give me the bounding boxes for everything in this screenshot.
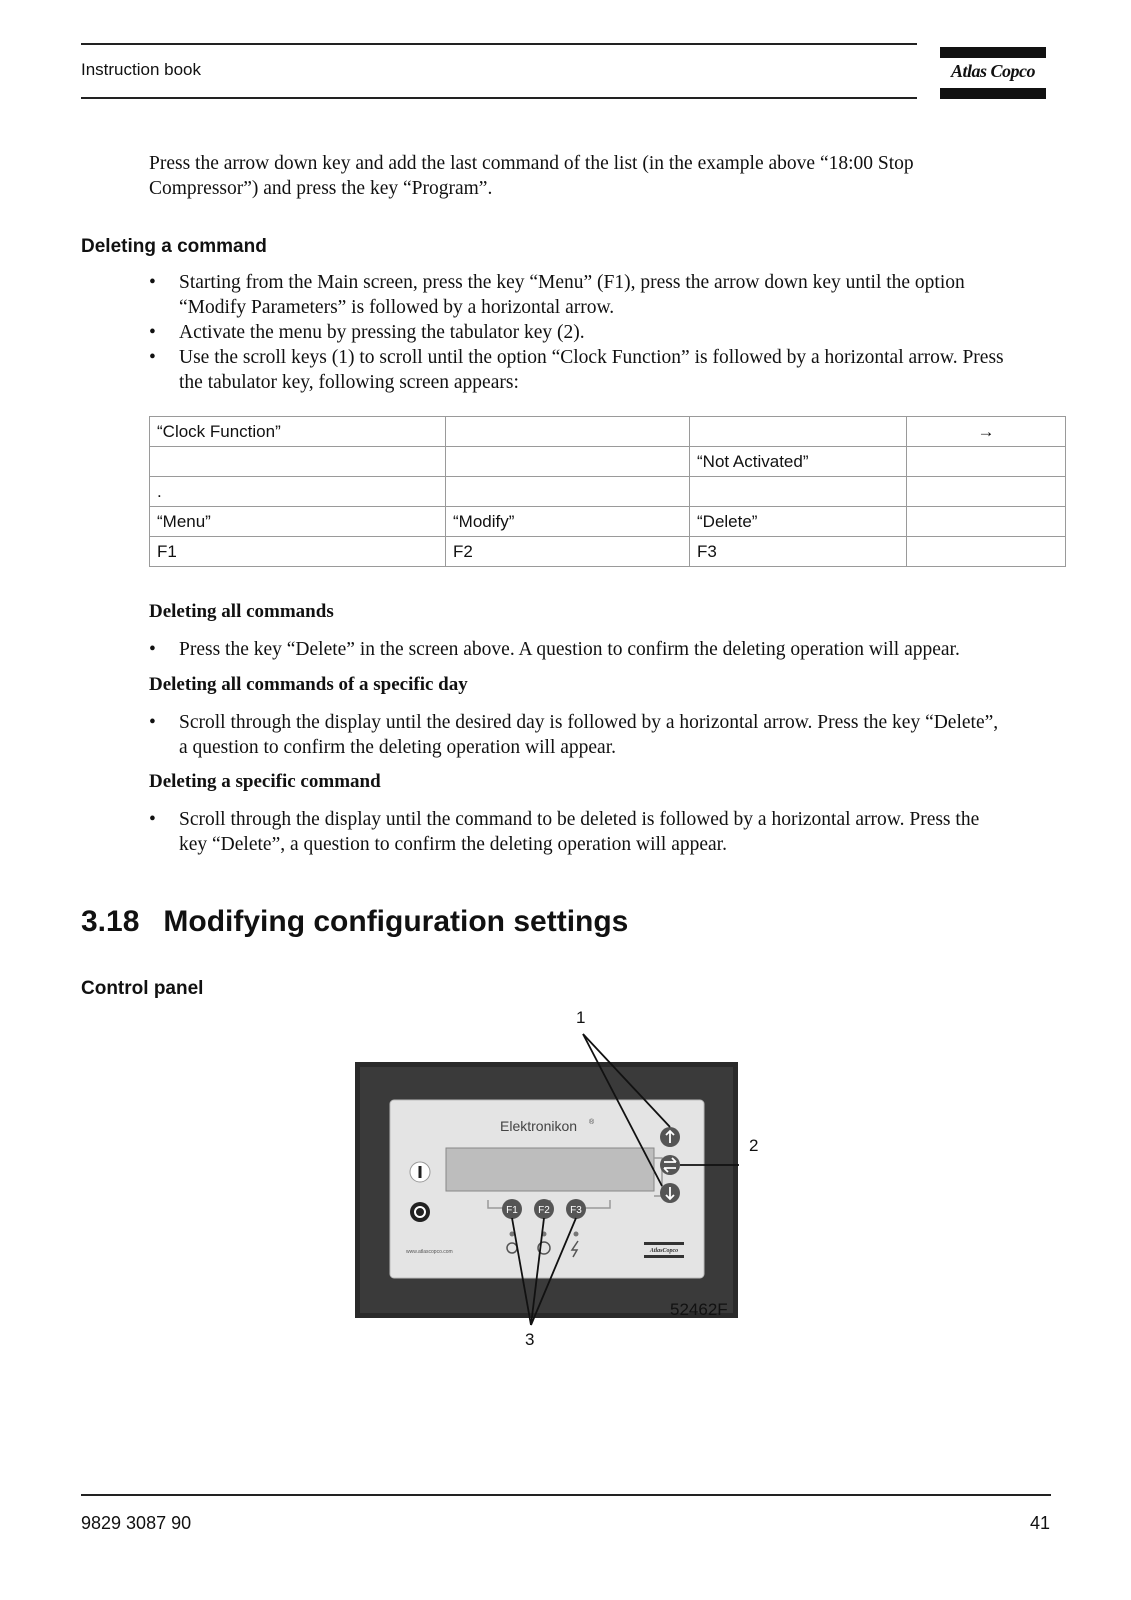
bullet-line: Scroll through the display until the desired day is followed by a horizontal arrow. Press the key “Delete”, bbox=[179, 712, 999, 733]
table-cell: F3 bbox=[690, 537, 907, 567]
bullet-line: “Modify Parameters” is followed by a horizontal arrow. bbox=[179, 297, 615, 318]
small-logo-bar-bottom bbox=[644, 1255, 684, 1258]
callout-3: 3 bbox=[525, 1330, 535, 1349]
table-cell bbox=[907, 447, 1066, 477]
logo-wordmark: Atlas Copco bbox=[950, 61, 1035, 81]
stop-button[interactable] bbox=[410, 1202, 430, 1222]
table-row bbox=[150, 507, 1066, 537]
bullet-line: key “Delete”, a question to confirm the deleting operation will appear. bbox=[179, 834, 727, 855]
table-cell: . bbox=[150, 477, 446, 507]
scroll-down-key[interactable] bbox=[660, 1183, 680, 1203]
table-cell: “Menu” bbox=[150, 507, 446, 537]
bullet-line: Use the scroll keys (1) to scroll until the option “Clock Function” is followed by a horizontal arrow. Press bbox=[179, 347, 1004, 368]
small-logo-wordmark: AtlasCopco bbox=[649, 1248, 679, 1254]
intro-paragraph bbox=[149, 151, 914, 201]
bullet-text bbox=[179, 710, 998, 760]
brand-label: Elektronikon bbox=[500, 1118, 578, 1134]
table-cell bbox=[150, 447, 446, 477]
page-number: 41 bbox=[1029, 1513, 1050, 1533]
f3-key-label: F3 bbox=[570, 1205, 582, 1216]
table-row bbox=[150, 447, 1066, 477]
figure-id: 52462F bbox=[670, 1300, 728, 1319]
table-cell: F2 bbox=[446, 537, 690, 567]
table-cell bbox=[446, 477, 690, 507]
clock-function-screen-table bbox=[149, 416, 1066, 567]
intro-line-2: Compressor”) and press the key “Program”. bbox=[149, 178, 493, 199]
arrow-right-icon: → bbox=[907, 417, 1066, 447]
table-row bbox=[150, 477, 1066, 507]
header-rule-top bbox=[81, 43, 917, 45]
bullet-dot: • bbox=[149, 639, 156, 660]
bullet-text: Press the key “Delete” in the screen above. A question to confirm the deleting operation will appear. bbox=[179, 639, 960, 660]
section-number: 3.18 bbox=[81, 905, 140, 938]
brand-reg-mark: ® bbox=[589, 1119, 595, 1126]
table-cell bbox=[446, 417, 690, 447]
bullet-text bbox=[179, 807, 979, 857]
heading-deleting-day: Deleting all commands of a specific day bbox=[149, 674, 468, 695]
f2-key[interactable] bbox=[534, 1199, 554, 1219]
section-title-text: Modifying configuration settings bbox=[163, 905, 629, 938]
bullet-dot: • bbox=[149, 347, 156, 368]
f2-key-label: F2 bbox=[538, 1205, 550, 1216]
small-logo-bar-top bbox=[644, 1242, 684, 1245]
intro-line-1: Press the arrow down key and add the last command of the list (in the example above “18:00 Stop bbox=[149, 153, 914, 174]
control-panel-illustration bbox=[340, 1010, 800, 1370]
table-row bbox=[150, 537, 1066, 567]
f1-key[interactable] bbox=[502, 1199, 522, 1219]
led-indicator bbox=[574, 1232, 579, 1237]
lcd-display bbox=[446, 1148, 654, 1191]
table-cell bbox=[907, 507, 1066, 537]
bullet-dot: • bbox=[149, 712, 156, 733]
heading-deleting-specific: Deleting a specific command bbox=[149, 771, 381, 792]
callout-2: 2 bbox=[749, 1136, 759, 1155]
table-cell bbox=[907, 537, 1066, 567]
table-row bbox=[150, 417, 1066, 447]
table-cell bbox=[690, 417, 907, 447]
table-cell: “Delete” bbox=[690, 507, 907, 537]
scroll-up-key[interactable] bbox=[660, 1127, 680, 1147]
start-icon bbox=[419, 1166, 422, 1178]
f1-key-label: F1 bbox=[506, 1205, 518, 1216]
bullet-dot: • bbox=[149, 809, 156, 830]
header-title: Instruction book bbox=[81, 60, 202, 79]
table-cell: “Modify” bbox=[446, 507, 690, 537]
bullet-line: the tabulator key, following screen appears: bbox=[179, 372, 519, 393]
bullet-line: Starting from the Main screen, press the key “Menu” (F1), press the arrow down key until the option bbox=[179, 272, 965, 293]
bullet-text bbox=[179, 270, 965, 320]
doc-number: 9829 3087 90 bbox=[81, 1513, 192, 1533]
heading-deleting-all: Deleting all commands bbox=[149, 601, 334, 622]
table-cell: F1 bbox=[150, 537, 446, 567]
table-cell bbox=[446, 447, 690, 477]
bullet-line: a question to confirm the deleting operation will appear. bbox=[179, 737, 616, 758]
callout-1: 1 bbox=[576, 1008, 586, 1027]
website-label: www.atlascopco.com bbox=[406, 1249, 453, 1255]
f3-key[interactable] bbox=[566, 1199, 586, 1219]
tabulator-key[interactable] bbox=[660, 1155, 680, 1175]
control-panel-figure bbox=[340, 1010, 800, 1370]
table-cell bbox=[690, 477, 907, 507]
footer-rule bbox=[81, 1494, 1051, 1496]
table-cell: “Clock Function” bbox=[150, 417, 446, 447]
section-title bbox=[81, 905, 628, 939]
table-cell: “Not Activated” bbox=[690, 447, 907, 477]
atlas-copco-logo bbox=[940, 47, 1046, 99]
bullet-dot: • bbox=[149, 272, 156, 293]
bullet-text: Activate the menu by pressing the tabulator key (2). bbox=[179, 322, 585, 343]
bullet-line: Scroll through the display until the command to be deleted is followed by a horizontal arrow. Press the bbox=[179, 809, 980, 830]
header-rule-bottom bbox=[81, 97, 917, 99]
heading-deleting-command: Deleting a command bbox=[81, 236, 267, 257]
logo-bar-top bbox=[940, 47, 1046, 58]
bullet-dot: • bbox=[149, 322, 156, 343]
heading-control-panel: Control panel bbox=[81, 978, 204, 999]
table-cell bbox=[907, 477, 1066, 507]
bullet-text bbox=[179, 345, 1004, 395]
logo-bar-bottom bbox=[940, 88, 1046, 99]
